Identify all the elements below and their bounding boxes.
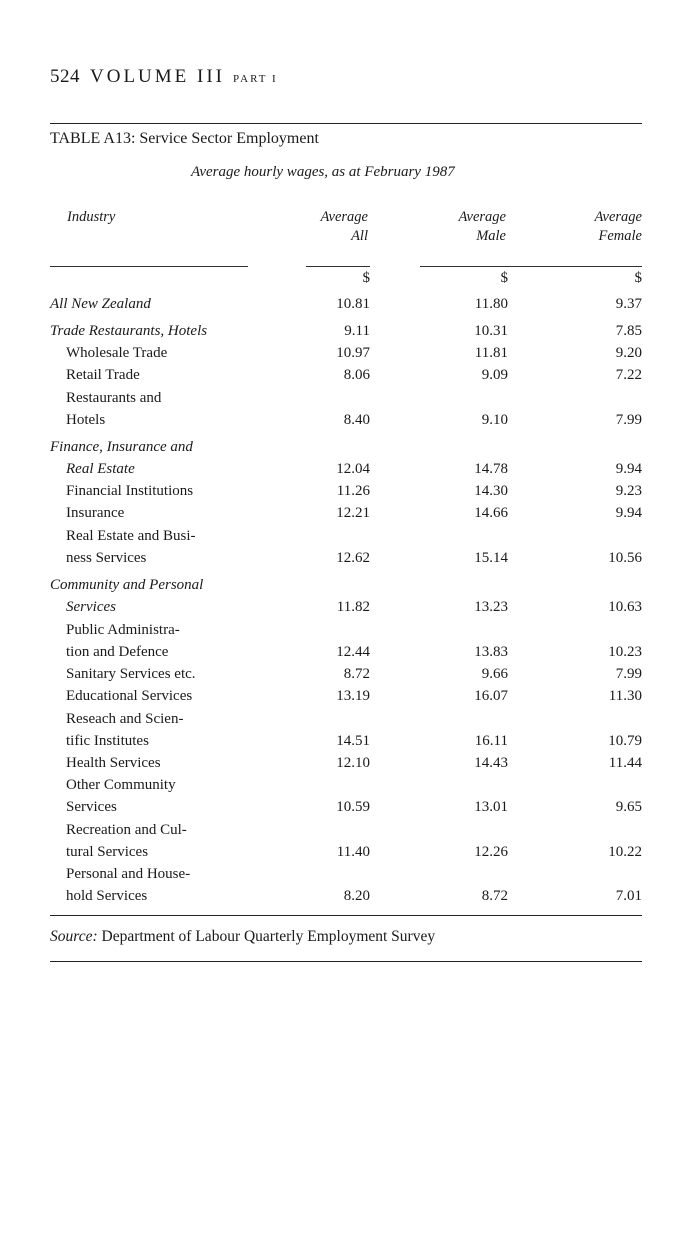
table-row [50, 458, 642, 480]
value-female: 10.56 [608, 550, 642, 566]
row-label: Trade Restaurants, Hotels [50, 323, 208, 339]
value-male: 14.30 [474, 483, 508, 499]
value-male: 14.66 [474, 505, 508, 521]
row-label-line1: Other Community [66, 777, 176, 793]
table-row [50, 885, 642, 907]
value-all: 13.19 [336, 688, 370, 704]
value-male: 11.80 [474, 296, 508, 312]
value-male: 13.83 [474, 644, 508, 660]
row-label-line2: Real Estate [66, 461, 135, 477]
row-label-line2: Services [66, 599, 116, 615]
value-male: 14.43 [474, 755, 508, 771]
row-label-line1: Restaurants and [66, 390, 162, 406]
running-head [50, 66, 278, 88]
table-row-label-line [50, 436, 642, 458]
value-female: 10.79 [608, 733, 642, 749]
table-row-label-line [50, 574, 642, 596]
row-label-line1: Recreation and Cul- [66, 822, 187, 838]
unit-female: $ [634, 270, 642, 286]
row-label-line2: Hotels [66, 412, 106, 428]
value-male: 14.78 [474, 461, 508, 477]
value-all: 10.59 [336, 799, 370, 815]
table-row [50, 641, 642, 663]
value-male: 9.09 [481, 367, 508, 383]
value-all: 11.26 [336, 483, 370, 499]
table-row-label-line [50, 525, 642, 547]
source-bottom-rule [50, 961, 642, 962]
row-label-line1: Community and Personal [50, 577, 204, 593]
table-row [50, 752, 642, 774]
value-female: 10.63 [608, 599, 642, 615]
table-row [50, 685, 642, 707]
row-label-line2: tific Institutes [66, 733, 149, 749]
value-female: 7.22 [615, 367, 642, 383]
row-label-line1: Finance, Insurance and [50, 439, 193, 455]
row-label: Health Services [66, 755, 161, 771]
value-all: 10.97 [336, 345, 370, 361]
value-male: 9.10 [481, 412, 508, 428]
page-number: 524 [50, 66, 80, 87]
value-all: 8.06 [343, 367, 370, 383]
table-row-label-line [50, 708, 642, 730]
table-row [50, 409, 642, 431]
table-row [50, 293, 642, 315]
table-row [50, 596, 642, 618]
value-all: 10.81 [336, 296, 370, 312]
row-label: Insurance [66, 505, 125, 521]
row-label-line1: Public Administra- [66, 622, 180, 638]
col-header-female [562, 208, 642, 246]
row-label: All New Zealand [50, 296, 151, 312]
row-label: Wholesale Trade [66, 345, 168, 361]
value-male: 16.11 [474, 733, 508, 749]
col-header-all-line2: All [351, 228, 368, 244]
value-all: 14.51 [336, 733, 370, 749]
value-male: 15.14 [474, 550, 508, 566]
unit-male: $ [500, 270, 508, 286]
top-rule [50, 123, 642, 124]
row-label: Educational Services [66, 688, 193, 704]
value-male: 8.72 [481, 888, 508, 904]
row-label: Sanitary Services etc. [66, 666, 196, 682]
value-all: 12.21 [336, 505, 370, 521]
table-bottom-rule [50, 915, 642, 916]
value-female: 9.20 [615, 345, 642, 361]
value-female: 7.85 [615, 323, 642, 339]
value-all: 12.04 [336, 461, 370, 477]
row-label-line1: Reseach and Scien- [66, 711, 184, 727]
row-label-line1: Personal and House- [66, 866, 191, 882]
volume-label: VOLUME III [90, 66, 226, 87]
row-label-line2: tion and Defence [66, 644, 169, 660]
value-male: 10.31 [474, 323, 508, 339]
table-row-label-line [50, 387, 642, 409]
value-female: 7.01 [615, 888, 642, 904]
value-male: 11.81 [474, 345, 508, 361]
value-male: 13.01 [474, 799, 508, 815]
value-female: 9.94 [615, 461, 642, 477]
row-label-line2: ness Services [66, 550, 147, 566]
value-female: 10.23 [608, 644, 642, 660]
row-label-line2: hold Services [66, 888, 148, 904]
table-row [50, 730, 642, 752]
source-text: Department of Labour Quarterly Employment Survey [97, 928, 436, 945]
table-row [50, 663, 642, 685]
unit-all: $ [362, 270, 370, 286]
value-female: 9.23 [615, 483, 642, 499]
value-male: 16.07 [474, 688, 508, 704]
table-row-label-line [50, 774, 642, 796]
row-label-line1: Real Estate and Busi- [66, 528, 196, 544]
row-label-line2: Services [66, 799, 117, 815]
table-row [50, 364, 642, 386]
value-all: 12.10 [336, 755, 370, 771]
table-row-label-line [50, 819, 642, 841]
col-header-female-line2: Female [598, 228, 642, 244]
part-label: PART I [233, 73, 278, 85]
table-row [50, 502, 642, 524]
value-female: 9.65 [615, 799, 642, 815]
value-all: 9.11 [344, 323, 370, 339]
value-female: 9.37 [615, 296, 642, 312]
table-subtitle: Average hourly wages, as at February 1987 [191, 164, 455, 180]
value-female: 11.30 [608, 688, 642, 704]
value-all: 12.44 [336, 644, 370, 660]
col-header-male [426, 208, 506, 246]
col-header-all [288, 208, 368, 246]
table-title: TABLE A13: Service Sector Employment [50, 130, 319, 147]
row-label: Financial Institutions [66, 483, 194, 499]
value-all: 8.40 [343, 412, 370, 428]
table-row-label-line [50, 863, 642, 885]
row-label: Retail Trade [66, 367, 140, 383]
value-all: 8.72 [343, 666, 370, 682]
value-all: 11.82 [336, 599, 370, 615]
value-all: 12.62 [336, 550, 370, 566]
source-label: Source: [50, 928, 98, 945]
table-row-label-line [50, 619, 642, 641]
value-female: 11.44 [608, 755, 642, 771]
value-female: 7.99 [615, 412, 642, 428]
col-header-male-line1: Average [458, 209, 506, 225]
table-row [50, 342, 642, 364]
col-header-female-line1: Average [594, 209, 642, 225]
value-all: 11.40 [336, 844, 370, 860]
value-male: 13.23 [474, 599, 508, 615]
col-header-industry: Industry [67, 209, 116, 225]
col-header-male-line2: Male [476, 228, 506, 244]
table-row [50, 547, 642, 569]
table-row [50, 320, 642, 342]
table-row [50, 796, 642, 818]
table-row [50, 841, 642, 863]
value-all: 8.20 [343, 888, 370, 904]
row-label-line2: tural Services [66, 844, 149, 860]
unit-row [50, 267, 642, 289]
value-male: 12.26 [474, 844, 508, 860]
col-header-all-line1: Average [320, 209, 368, 225]
value-female: 9.94 [615, 505, 642, 521]
value-female: 10.22 [608, 844, 642, 860]
value-male: 9.66 [481, 666, 508, 682]
value-female: 7.99 [615, 666, 642, 682]
table-row [50, 480, 642, 502]
source-note [50, 928, 435, 946]
